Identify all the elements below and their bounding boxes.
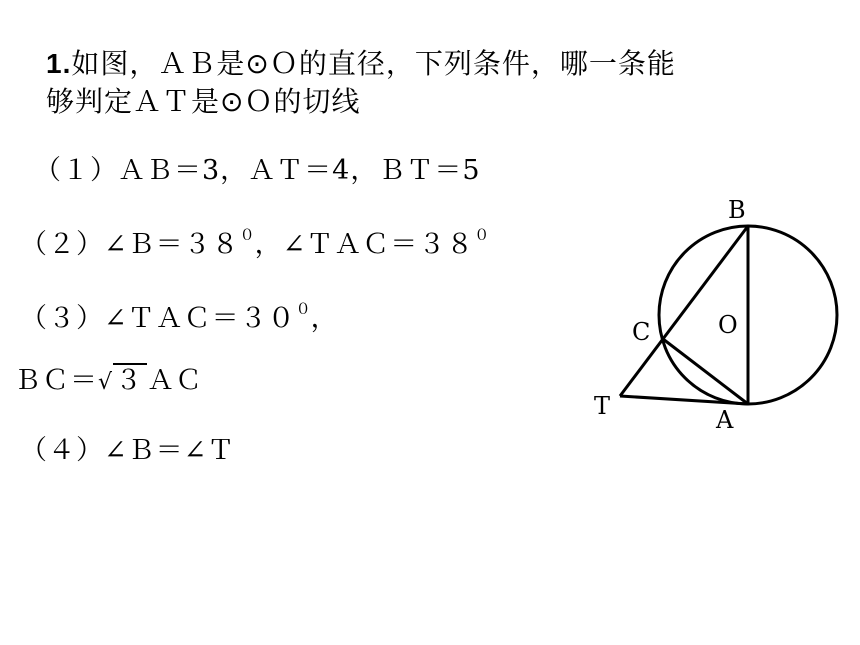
question-line-1: 1.如图，ＡＢ是⊙Ｏ的直径，下列条件，哪一条能 [46,47,676,80]
label-t: T [594,392,611,420]
option-3: $(3)\angle TAC=30^0$， [20,300,339,334]
option-1: （１）ＡＢ＝3，ＡＴ＝4，ＢＴ＝5 [34,155,481,186]
option-2: $(2)\angle B=38^0$，$\angle TAC=38^0$ [20,226,490,260]
tangent-ta [620,396,748,404]
question-line-2: 够判定ＡＴ是⊙Ｏ的切线 [46,84,361,118]
label-o: O [718,311,738,339]
sqrt-icon: √ [98,370,114,395]
option-4: （４）∠Ｂ＝∠Ｔ [20,435,236,466]
sqrt-expression: √３ [98,358,147,397]
option-3-continued: ＢＣ＝√３ ＡＣ [14,358,203,397]
question-number: 1. [46,48,72,79]
label-a: A [716,406,734,434]
label-b: B [728,196,746,224]
label-c: C [632,318,651,346]
